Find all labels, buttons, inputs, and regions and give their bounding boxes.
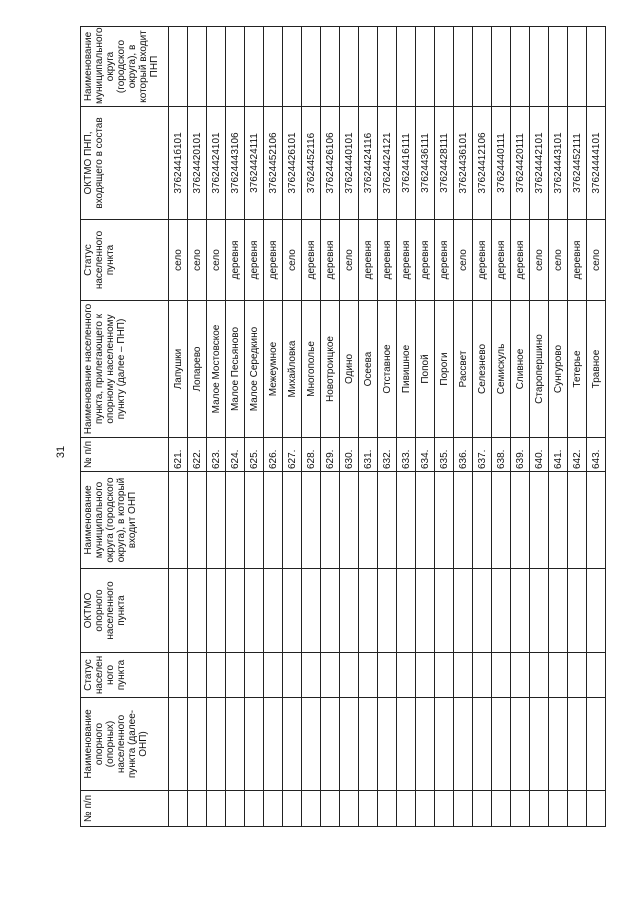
settlement-status: деревня: [511, 220, 530, 301]
onp-num-cell: [226, 791, 245, 827]
settlement-oktmo: 37624436101: [454, 107, 473, 220]
pnp-district-cell: [492, 27, 511, 107]
onp-name-cell: [359, 698, 378, 791]
table-row: [568, 27, 587, 827]
table-row: [473, 27, 492, 827]
onp-district-cell: [226, 472, 245, 569]
settlement-oktmo: 37624420101: [188, 107, 207, 220]
settlement-status: деревня: [359, 220, 378, 301]
onp-status-cell: [549, 653, 568, 698]
settlement-name: Пивишное: [397, 301, 416, 438]
onp-oktmo-cell: [302, 569, 321, 653]
onp-district-cell: [416, 472, 435, 569]
row-number: 634.: [416, 438, 435, 472]
onp-num-cell: [530, 791, 549, 827]
settlement-status: село: [188, 220, 207, 301]
onp-num-cell: [549, 791, 568, 827]
settlement-name: Селезнево: [473, 301, 492, 438]
onp-district-cell: [169, 472, 188, 569]
settlement-status: село: [283, 220, 302, 301]
pnp-district-cell: [473, 27, 492, 107]
onp-district-cell: [340, 472, 359, 569]
onp-district-cell: [473, 472, 492, 569]
onp-name-cell: [492, 698, 511, 791]
onp-num-cell: [587, 791, 606, 827]
row-number: 635.: [435, 438, 454, 472]
pnp-district-cell: [302, 27, 321, 107]
settlement-status: деревня: [568, 220, 587, 301]
settlement-oktmo: 37624443101: [549, 107, 568, 220]
onp-district-cell: [302, 472, 321, 569]
settlement-status: село: [549, 220, 568, 301]
onp-num-cell: [511, 791, 530, 827]
pnp-district-cell: [530, 27, 549, 107]
settlement-status: деревня: [397, 220, 416, 301]
onp-oktmo-cell: [587, 569, 606, 653]
settlement-name: Малое Середкино: [245, 301, 264, 438]
onp-num-cell: [435, 791, 454, 827]
row-number: 640.: [530, 438, 549, 472]
onp-num-cell: [321, 791, 340, 827]
onp-num-cell: [378, 791, 397, 827]
row-number: 626.: [264, 438, 283, 472]
settlement-oktmo: 37624444101: [587, 107, 606, 220]
pnp-district-cell: [340, 27, 359, 107]
onp-status-cell: [397, 653, 416, 698]
onp-oktmo-cell: [245, 569, 264, 653]
settlement-name: Семискуль: [492, 301, 511, 438]
settlement-oktmo: 37624412106: [473, 107, 492, 220]
onp-name-cell: [435, 698, 454, 791]
onp-name-cell: [264, 698, 283, 791]
settlement-status: село: [587, 220, 606, 301]
onp-status-cell: [378, 653, 397, 698]
onp-num-cell: [340, 791, 359, 827]
settlement-oktmo: 3762441б101: [169, 107, 188, 220]
onp-district-cell: [511, 472, 530, 569]
onp-name-cell: [397, 698, 416, 791]
row-number: 622.: [188, 438, 207, 472]
onp-district-cell: [530, 472, 549, 569]
settlement-status: деревня: [302, 220, 321, 301]
onp-name-cell: [188, 698, 207, 791]
onp-status-cell: [302, 653, 321, 698]
onp-num-cell: [245, 791, 264, 827]
onp-status-cell: [321, 653, 340, 698]
settlement-oktmo: 37624424116: [359, 107, 378, 220]
onp-district-cell: [435, 472, 454, 569]
table-row: [207, 27, 226, 827]
settlement-status: деревня: [321, 220, 340, 301]
table-row: [378, 27, 397, 827]
settlement-name: Многополье: [302, 301, 321, 438]
onp-name-cell: [473, 698, 492, 791]
pnp-district-cell: [378, 27, 397, 107]
settlement-name: Новотроицкое: [321, 301, 340, 438]
settlement-status: деревня: [492, 220, 511, 301]
onp-oktmo-cell: [568, 569, 587, 653]
onp-num-cell: [207, 791, 226, 827]
onp-oktmo-cell: [359, 569, 378, 653]
header-pnp-oktmo: ОКТМО ПНП, входящего в состав: [81, 107, 169, 220]
settlement-name: Лапушки: [169, 301, 188, 438]
settlement-oktmo: 37624426101: [283, 107, 302, 220]
row-number: 642.: [568, 438, 587, 472]
settlement-status: деревня: [264, 220, 283, 301]
onp-name-cell: [587, 698, 606, 791]
settlement-oktmo: 37624416111: [397, 107, 416, 220]
header-pnp-name: Наименование населенного пункта, прилегающего к опорному населенному пункту (далее – ПНП): [81, 301, 169, 438]
settlement-oktmo: 37624452116: [302, 107, 321, 220]
settlement-status: деревня: [226, 220, 245, 301]
onp-name-cell: [549, 698, 568, 791]
settlements-table: [80, 26, 606, 827]
table-row: [264, 27, 283, 827]
settlement-oktmo: 37624452106: [264, 107, 283, 220]
settlement-oktmo: 37624424111: [245, 107, 264, 220]
table-row: [397, 27, 416, 827]
row-number: 623.: [207, 438, 226, 472]
settlement-status: село: [207, 220, 226, 301]
settlement-oktmo: 37624424121: [378, 107, 397, 220]
pnp-district-cell: [397, 27, 416, 107]
onp-status-cell: [416, 653, 435, 698]
onp-oktmo-cell: [530, 569, 549, 653]
onp-status-cell: [359, 653, 378, 698]
onp-oktmo-cell: [416, 569, 435, 653]
onp-name-cell: [530, 698, 549, 791]
pnp-district-cell: [511, 27, 530, 107]
table-row: [188, 27, 207, 827]
row-number: 629.: [321, 438, 340, 472]
onp-name-cell: [226, 698, 245, 791]
settlement-oktmo: 37624442101: [530, 107, 549, 220]
settlement-name: Михайловка: [283, 301, 302, 438]
settlement-name: Старопершино: [530, 301, 549, 438]
pnp-district-cell: [226, 27, 245, 107]
settlement-status: село: [530, 220, 549, 301]
row-number: 630.: [340, 438, 359, 472]
row-number: 636.: [454, 438, 473, 472]
settlement-name: Лопарево: [188, 301, 207, 438]
settlement-status: село: [454, 220, 473, 301]
onp-num-cell: [492, 791, 511, 827]
settlement-name: Одино: [340, 301, 359, 438]
settlement-oktmo: 37624440111: [492, 107, 511, 220]
onp-oktmo-cell: [511, 569, 530, 653]
onp-district-cell: [264, 472, 283, 569]
onp-num-cell: [568, 791, 587, 827]
table-row: [245, 27, 264, 827]
onp-name-cell: [454, 698, 473, 791]
table-row: [169, 27, 188, 827]
settlement-status: село: [169, 220, 188, 301]
onp-district-cell: [492, 472, 511, 569]
pnp-district-cell: [549, 27, 568, 107]
onp-district-cell: [397, 472, 416, 569]
pnp-district-cell: [568, 27, 587, 107]
table-row: [492, 27, 511, 827]
onp-name-cell: [511, 698, 530, 791]
onp-name-cell: [245, 698, 264, 791]
onp-district-cell: [378, 472, 397, 569]
settlement-name: Сливное: [511, 301, 530, 438]
settlement-name: Осеева: [359, 301, 378, 438]
settlement-status: деревня: [435, 220, 454, 301]
onp-num-cell: [454, 791, 473, 827]
table-row: [340, 27, 359, 827]
settlement-oktmo: 37624426106: [321, 107, 340, 220]
settlement-status: деревня: [245, 220, 264, 301]
pnp-district-cell: [587, 27, 606, 107]
pnp-district-cell: [321, 27, 340, 107]
pnp-district-cell: [169, 27, 188, 107]
header-num-right: № п/п: [81, 438, 169, 472]
onp-oktmo-cell: [492, 569, 511, 653]
onp-district-cell: [245, 472, 264, 569]
row-number: 639.: [511, 438, 530, 472]
settlement-status: село: [340, 220, 359, 301]
onp-name-cell: [340, 698, 359, 791]
onp-status-cell: [587, 653, 606, 698]
table-row: [530, 27, 549, 827]
onp-oktmo-cell: [397, 569, 416, 653]
table-row: [359, 27, 378, 827]
settlement-oktmo: 37624452111: [568, 107, 587, 220]
settlement-name: Рассвет: [454, 301, 473, 438]
table-row: [321, 27, 340, 827]
onp-oktmo-cell: [340, 569, 359, 653]
settlement-name: Попой: [416, 301, 435, 438]
onp-num-cell: [188, 791, 207, 827]
settlement-oktmo: 37624440101: [340, 107, 359, 220]
onp-name-cell: [169, 698, 188, 791]
settlement-name: Тетерье: [568, 301, 587, 438]
onp-name-cell: [378, 698, 397, 791]
table-row: [416, 27, 435, 827]
onp-status-cell: [511, 653, 530, 698]
onp-district-cell: [283, 472, 302, 569]
table-row: [454, 27, 473, 827]
pnp-district-cell: [283, 27, 302, 107]
table-row: [226, 27, 245, 827]
onp-status-cell: [492, 653, 511, 698]
onp-oktmo-cell: [549, 569, 568, 653]
settlement-oktmo: 37624443106: [226, 107, 245, 220]
table-row: [549, 27, 568, 827]
header-onp-name: Наименование опорного (опорных) населенного пункта (далее-ОНП): [81, 698, 169, 791]
page-number: 31: [55, 445, 67, 459]
onp-name-cell: [283, 698, 302, 791]
onp-oktmo-cell: [207, 569, 226, 653]
onp-oktmo-cell: [378, 569, 397, 653]
settlement-oktmo: 37624428111: [435, 107, 454, 220]
pnp-district-cell: [207, 27, 226, 107]
onp-oktmo-cell: [435, 569, 454, 653]
settlement-name: Пороги: [435, 301, 454, 438]
settlement-status: деревня: [473, 220, 492, 301]
onp-name-cell: [416, 698, 435, 791]
onp-oktmo-cell: [473, 569, 492, 653]
onp-district-cell: [207, 472, 226, 569]
onp-district-cell: [587, 472, 606, 569]
row-number: 625.: [245, 438, 264, 472]
onp-status-cell: [226, 653, 245, 698]
table-header-row: [81, 27, 169, 827]
settlement-name: Малое Песьяново: [226, 301, 245, 438]
onp-district-cell: [568, 472, 587, 569]
onp-oktmo-cell: [264, 569, 283, 653]
onp-num-cell: [169, 791, 188, 827]
onp-status-cell: [207, 653, 226, 698]
onp-num-cell: [397, 791, 416, 827]
pnp-district-cell: [264, 27, 283, 107]
table-row: [435, 27, 454, 827]
table-row: [283, 27, 302, 827]
onp-status-cell: [568, 653, 587, 698]
onp-status-cell: [340, 653, 359, 698]
settlement-name: Малое Мостовское: [207, 301, 226, 438]
onp-status-cell: [454, 653, 473, 698]
table-row: [302, 27, 321, 827]
pnp-district-cell: [188, 27, 207, 107]
row-number: 632.: [378, 438, 397, 472]
settlement-oktmo: 37624424101: [207, 107, 226, 220]
pnp-district-cell: [359, 27, 378, 107]
row-number: 638.: [492, 438, 511, 472]
pnp-district-cell: [454, 27, 473, 107]
onp-num-cell: [359, 791, 378, 827]
header-pnp-status: Статус населенного пункта: [81, 220, 169, 301]
row-number: 637.: [473, 438, 492, 472]
header-num-left: № п/п: [81, 791, 169, 827]
settlement-status: деревня: [416, 220, 435, 301]
onp-oktmo-cell: [226, 569, 245, 653]
pnp-district-cell: [245, 27, 264, 107]
settlement-name: Межеумное: [264, 301, 283, 438]
onp-status-cell: [188, 653, 207, 698]
row-number: 633.: [397, 438, 416, 472]
row-number: 621.: [169, 438, 188, 472]
row-number: 641.: [549, 438, 568, 472]
header-onp-district: Наименование муниципального округа (городского округа), в который входит ОНП: [81, 472, 169, 569]
onp-status-cell: [169, 653, 188, 698]
onp-status-cell: [245, 653, 264, 698]
row-number: 628.: [302, 438, 321, 472]
settlement-name: Отставное: [378, 301, 397, 438]
onp-oktmo-cell: [321, 569, 340, 653]
settlement-status: деревня: [378, 220, 397, 301]
table-row: [587, 27, 606, 827]
pnp-district-cell: [416, 27, 435, 107]
row-number: 624.: [226, 438, 245, 472]
header-onp-status: Статус населен ного пункта: [81, 653, 169, 698]
onp-oktmo-cell: [169, 569, 188, 653]
onp-name-cell: [568, 698, 587, 791]
onp-status-cell: [264, 653, 283, 698]
row-number: 631.: [359, 438, 378, 472]
onp-name-cell: [321, 698, 340, 791]
onp-oktmo-cell: [188, 569, 207, 653]
onp-num-cell: [264, 791, 283, 827]
onp-oktmo-cell: [283, 569, 302, 653]
onp-name-cell: [302, 698, 321, 791]
onp-district-cell: [321, 472, 340, 569]
onp-num-cell: [416, 791, 435, 827]
row-number: 643.: [587, 438, 606, 472]
onp-status-cell: [435, 653, 454, 698]
table-body: [169, 27, 606, 827]
header-onp-oktmo: ОКТМО опорного населенного пункта: [81, 569, 169, 653]
onp-district-cell: [188, 472, 207, 569]
onp-status-cell: [530, 653, 549, 698]
onp-district-cell: [549, 472, 568, 569]
onp-num-cell: [302, 791, 321, 827]
onp-status-cell: [473, 653, 492, 698]
row-number: 627.: [283, 438, 302, 472]
onp-num-cell: [473, 791, 492, 827]
settlement-name: Сунгурово: [549, 301, 568, 438]
pnp-district-cell: [435, 27, 454, 107]
onp-district-cell: [359, 472, 378, 569]
table-row: [511, 27, 530, 827]
settlement-oktmo: 37624420111: [511, 107, 530, 220]
rotated-table-frame: [80, 27, 640, 827]
onp-district-cell: [454, 472, 473, 569]
onp-name-cell: [207, 698, 226, 791]
onp-status-cell: [283, 653, 302, 698]
onp-oktmo-cell: [454, 569, 473, 653]
header-pnp-district: Наименование муниципального округа (городского округа), в который входит ПНП: [81, 27, 169, 107]
settlement-oktmo: 37624436111: [416, 107, 435, 220]
onp-num-cell: [283, 791, 302, 827]
settlement-name: Травное: [587, 301, 606, 438]
